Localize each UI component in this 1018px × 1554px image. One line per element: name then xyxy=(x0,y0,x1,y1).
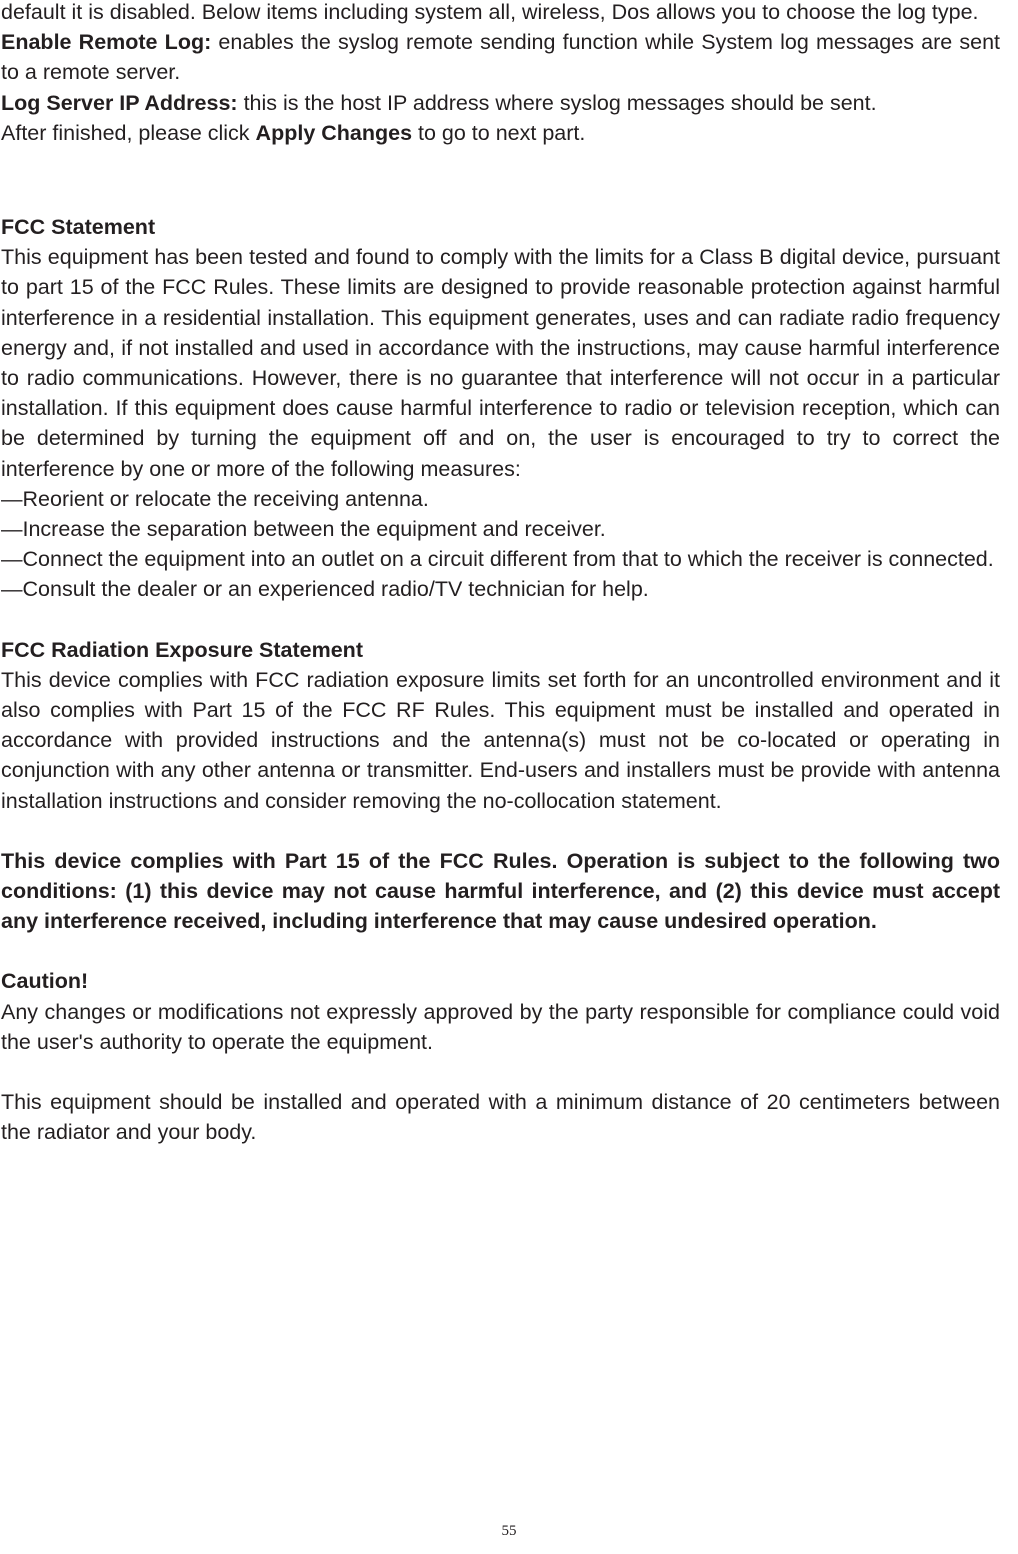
measure-item: —Reorient or relocate the receiving antenna. xyxy=(1,486,429,511)
distance-statement: This equipment should be installed and operated with a minimum distance of 20 centimeters between the radiator and your body. xyxy=(1,1090,1000,1145)
enable-remote-log-text: enables the syslog remote sending function while System log messages are sent to a remote server. xyxy=(1,30,1001,85)
radiation-heading: FCC Radiation Exposure Statement xyxy=(1,637,363,662)
enable-remote-log-label: Enable Remote Log: xyxy=(1,30,212,55)
measure-item: —Consult the dealer or an experienced radio/TV technician for help. xyxy=(1,577,649,602)
log-server-ip-text: this is the host IP address where syslog messages should be sent. xyxy=(237,90,877,115)
enable-remote-log-paragraph xyxy=(1,27,1000,87)
part15-statement: This device complies with Part 15 of the FCC Rules. Operation is subject to the following two conditions: (1) this device may not cause harmful interference, and (2) this device must accept any interference received, including interference that may cause undesired operation. xyxy=(1,848,1000,934)
intro-paragraph: default it is disabled. Below items including system all, wireless, Dos allows you to choose the log type. xyxy=(1,0,979,24)
log-server-ip-label: Log Server IP Address: xyxy=(1,90,238,115)
radiation-body: This device complies with FCC radiation exposure limits set forth for an uncontrolled environment and it also complies with Part 15 of the FCC RF Rules. This equipment must be installed and operated in accordance with provided instructions and the antenna(s) must not be co-located or operating in conjunction with any other antenna or transmitter. End-users and installers must be provide with antenna installation instructions and consider removing the no-collocation statement. xyxy=(1,667,1000,813)
document-page xyxy=(1,0,1000,1148)
measure-item: —Increase the separation between the equipment and receiver. xyxy=(1,517,606,542)
caution-body: Any changes or modifications not expressly approved by the party responsible for compliance could void the user's authority to operate the equipment. xyxy=(1,999,1000,1054)
log-server-ip-paragraph xyxy=(1,88,1000,118)
fcc-statement-body: This equipment has been tested and found to comply with the limits for a Class B digital device, pursuant to part 15 of the FCC Rules. These limits are designed to provide reasonable protection against harmful interference in a residential installation. This equipment generates, uses and can radiate radio frequency energy and, if not installed and used in accordance with the instructions, may cause harmful interference to radio communications. However, there is no guarantee that interference will not occur in a particular installation. If this equipment does cause harmful interference to radio or television reception, which can be determined by turning the equipment off and on, the user is encouraged to try to correct the interference by one or more of the following measures: xyxy=(1,245,1000,481)
caution-heading: Caution! xyxy=(1,969,89,994)
page-number: 55 xyxy=(501,1523,517,1539)
apply-changes-paragraph: After finished, please click Apply Changes to go to next part. xyxy=(1,120,586,145)
apply-changes-label: Apply Changes xyxy=(255,120,413,145)
fcc-statement-heading: FCC Statement xyxy=(1,215,156,240)
measure-item: —Connect the equipment into an outlet on a circuit different from that to which the receiver is connected. xyxy=(1,547,994,572)
